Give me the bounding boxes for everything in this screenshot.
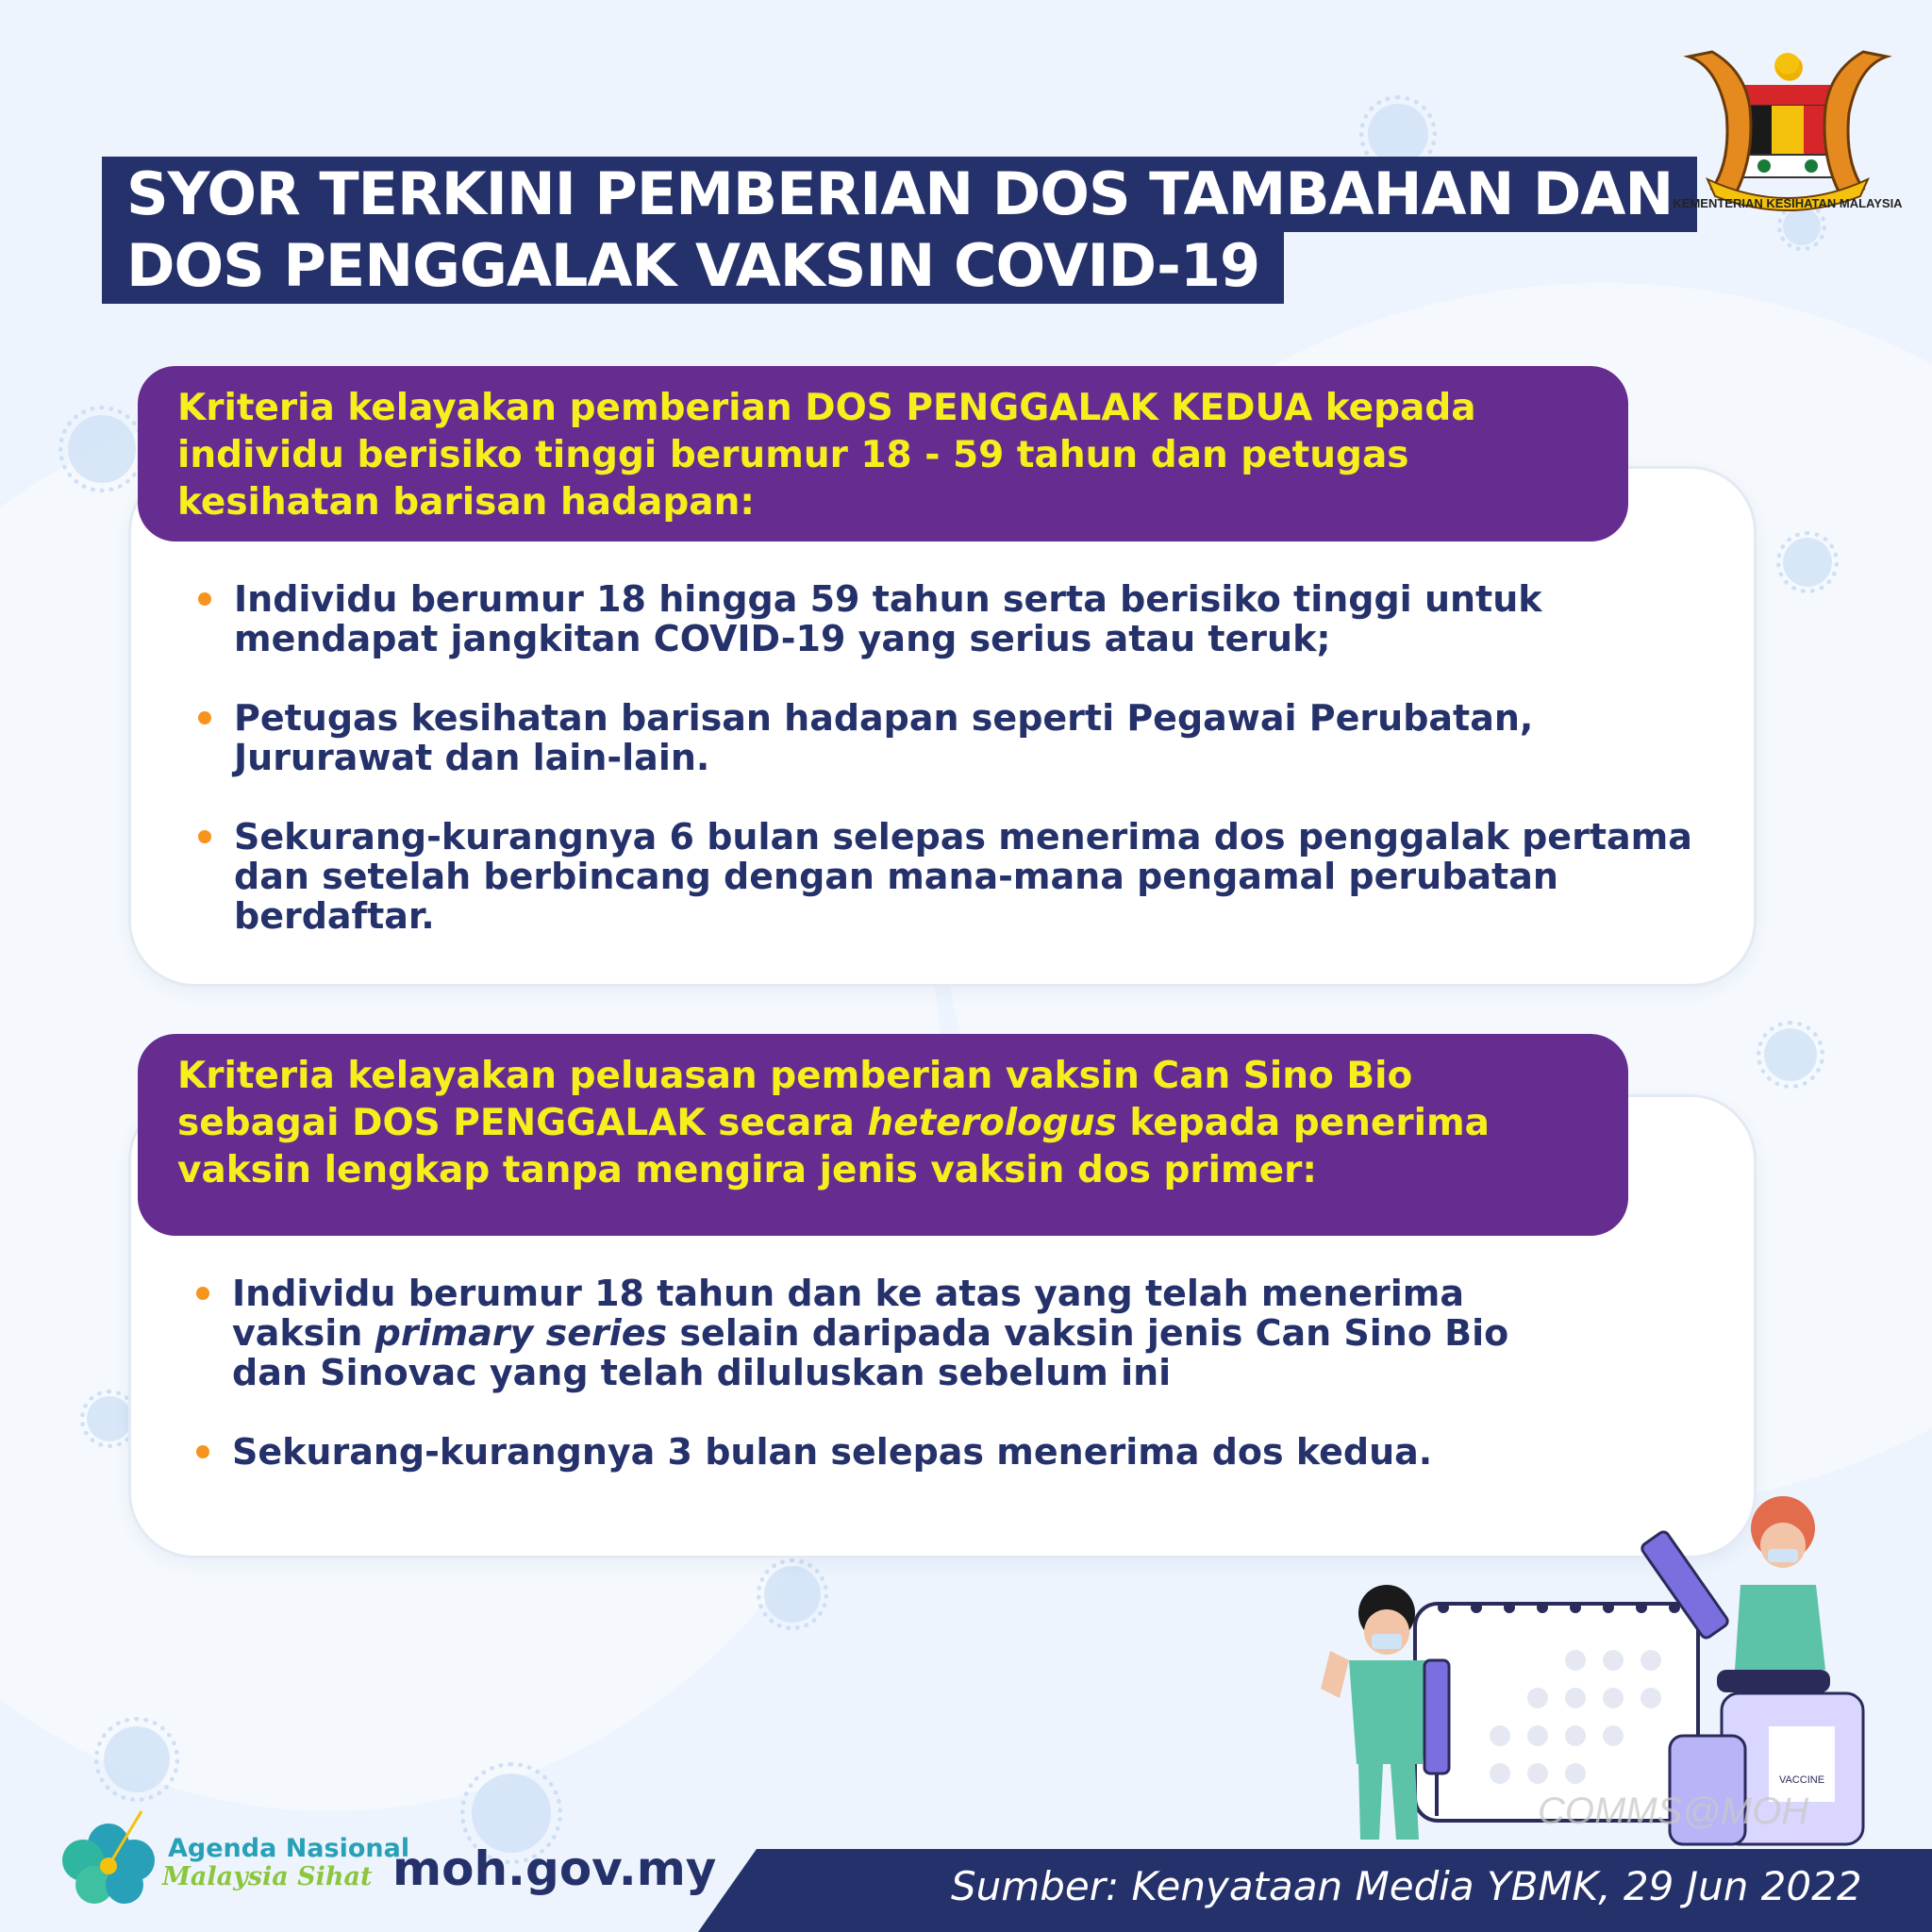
list-item: Sekurang-kurangnya 3 bulan selepas menerima dos kedua. <box>232 1432 1591 1472</box>
criteria-heading-2: Kriteria kelayakan peluasan pemberian vaksin Can Sino Bio sebagai DOS PENGGALAK secara heterologus kepada penerima vaksin lengkap tanpa mengira jenis vaksin dos primer: <box>138 1034 1628 1236</box>
virus-decoration-icon <box>68 415 136 483</box>
page-title-line-1: SYOR TERKINI PEMBERIAN DOS TAMBAHAN DAN <box>102 157 1697 232</box>
list-item: Individu berumur 18 hingga 59 tahun serta berisiko tinggi untuk mendapat jangkitan COVID-19 yang serius atau teruk; <box>234 579 1706 658</box>
list-item: Petugas kesihatan barisan hadapan seperti Pegawai Perubatan, Jururawat dan lain-lain. <box>234 698 1706 777</box>
criteria-list-2 <box>232 1274 1591 1511</box>
criteria-list-1 <box>234 579 1706 975</box>
bullet-icon <box>198 592 211 606</box>
bullet-icon <box>196 1287 209 1300</box>
virus-decoration-icon <box>1764 1028 1817 1081</box>
source-citation: Sumber: Kenyataan Media YBMK, 29 Jun 2022 <box>951 1863 1862 1909</box>
vial-label: VACCINE <box>1778 1774 1825 1786</box>
bullet-icon <box>198 711 211 724</box>
malaysia-coat-of-arms-icon <box>1670 38 1906 217</box>
list-item: Sekurang-kurangnya 6 bulan selepas menerima dos penggalak pertama dan setelah berbincang dengan mana-mana pengamal perubatan berdaftar. <box>234 817 1706 936</box>
virus-decoration-icon <box>1783 538 1832 587</box>
ministry-name: KEMENTERIAN KESIHATAN MALAYSIA <box>1673 196 1903 210</box>
virus-decoration-icon <box>764 1566 821 1623</box>
page-title-line-2: DOS PENGGALAK VAKSIN COVID-19 <box>102 228 1284 304</box>
malaysia-sihat-label: Malaysia Sihat <box>162 1862 373 1891</box>
watermark: COMMS@MOH <box>1538 1790 1809 1832</box>
bullet-icon <box>196 1445 209 1458</box>
website-link[interactable]: moh.gov.my <box>392 1841 717 1896</box>
virus-decoration-icon <box>104 1726 170 1792</box>
agenda-nasional-label: Agenda Nasional <box>168 1834 410 1863</box>
bullet-icon <box>198 830 211 843</box>
virus-decoration-icon <box>1368 104 1428 164</box>
virus-decoration-icon <box>87 1396 132 1441</box>
agenda-nasional-hibiscus-logo-icon <box>47 1792 170 1915</box>
list-item: Individu berumur 18 tahun dan ke atas yang telah menerima vaksin primary series selain daripada vaksin jenis Can Sino Bio dan Sinovac yang telah diluluskan sebelum ini <box>232 1274 1591 1392</box>
criteria-heading-1: Kriteria kelayakan pemberian DOS PENGGALAK KEDUA kepada individu berisiko tinggi berumur 18 - 59 tahun dan petugas kesihatan barisan hadapan: <box>138 366 1628 541</box>
